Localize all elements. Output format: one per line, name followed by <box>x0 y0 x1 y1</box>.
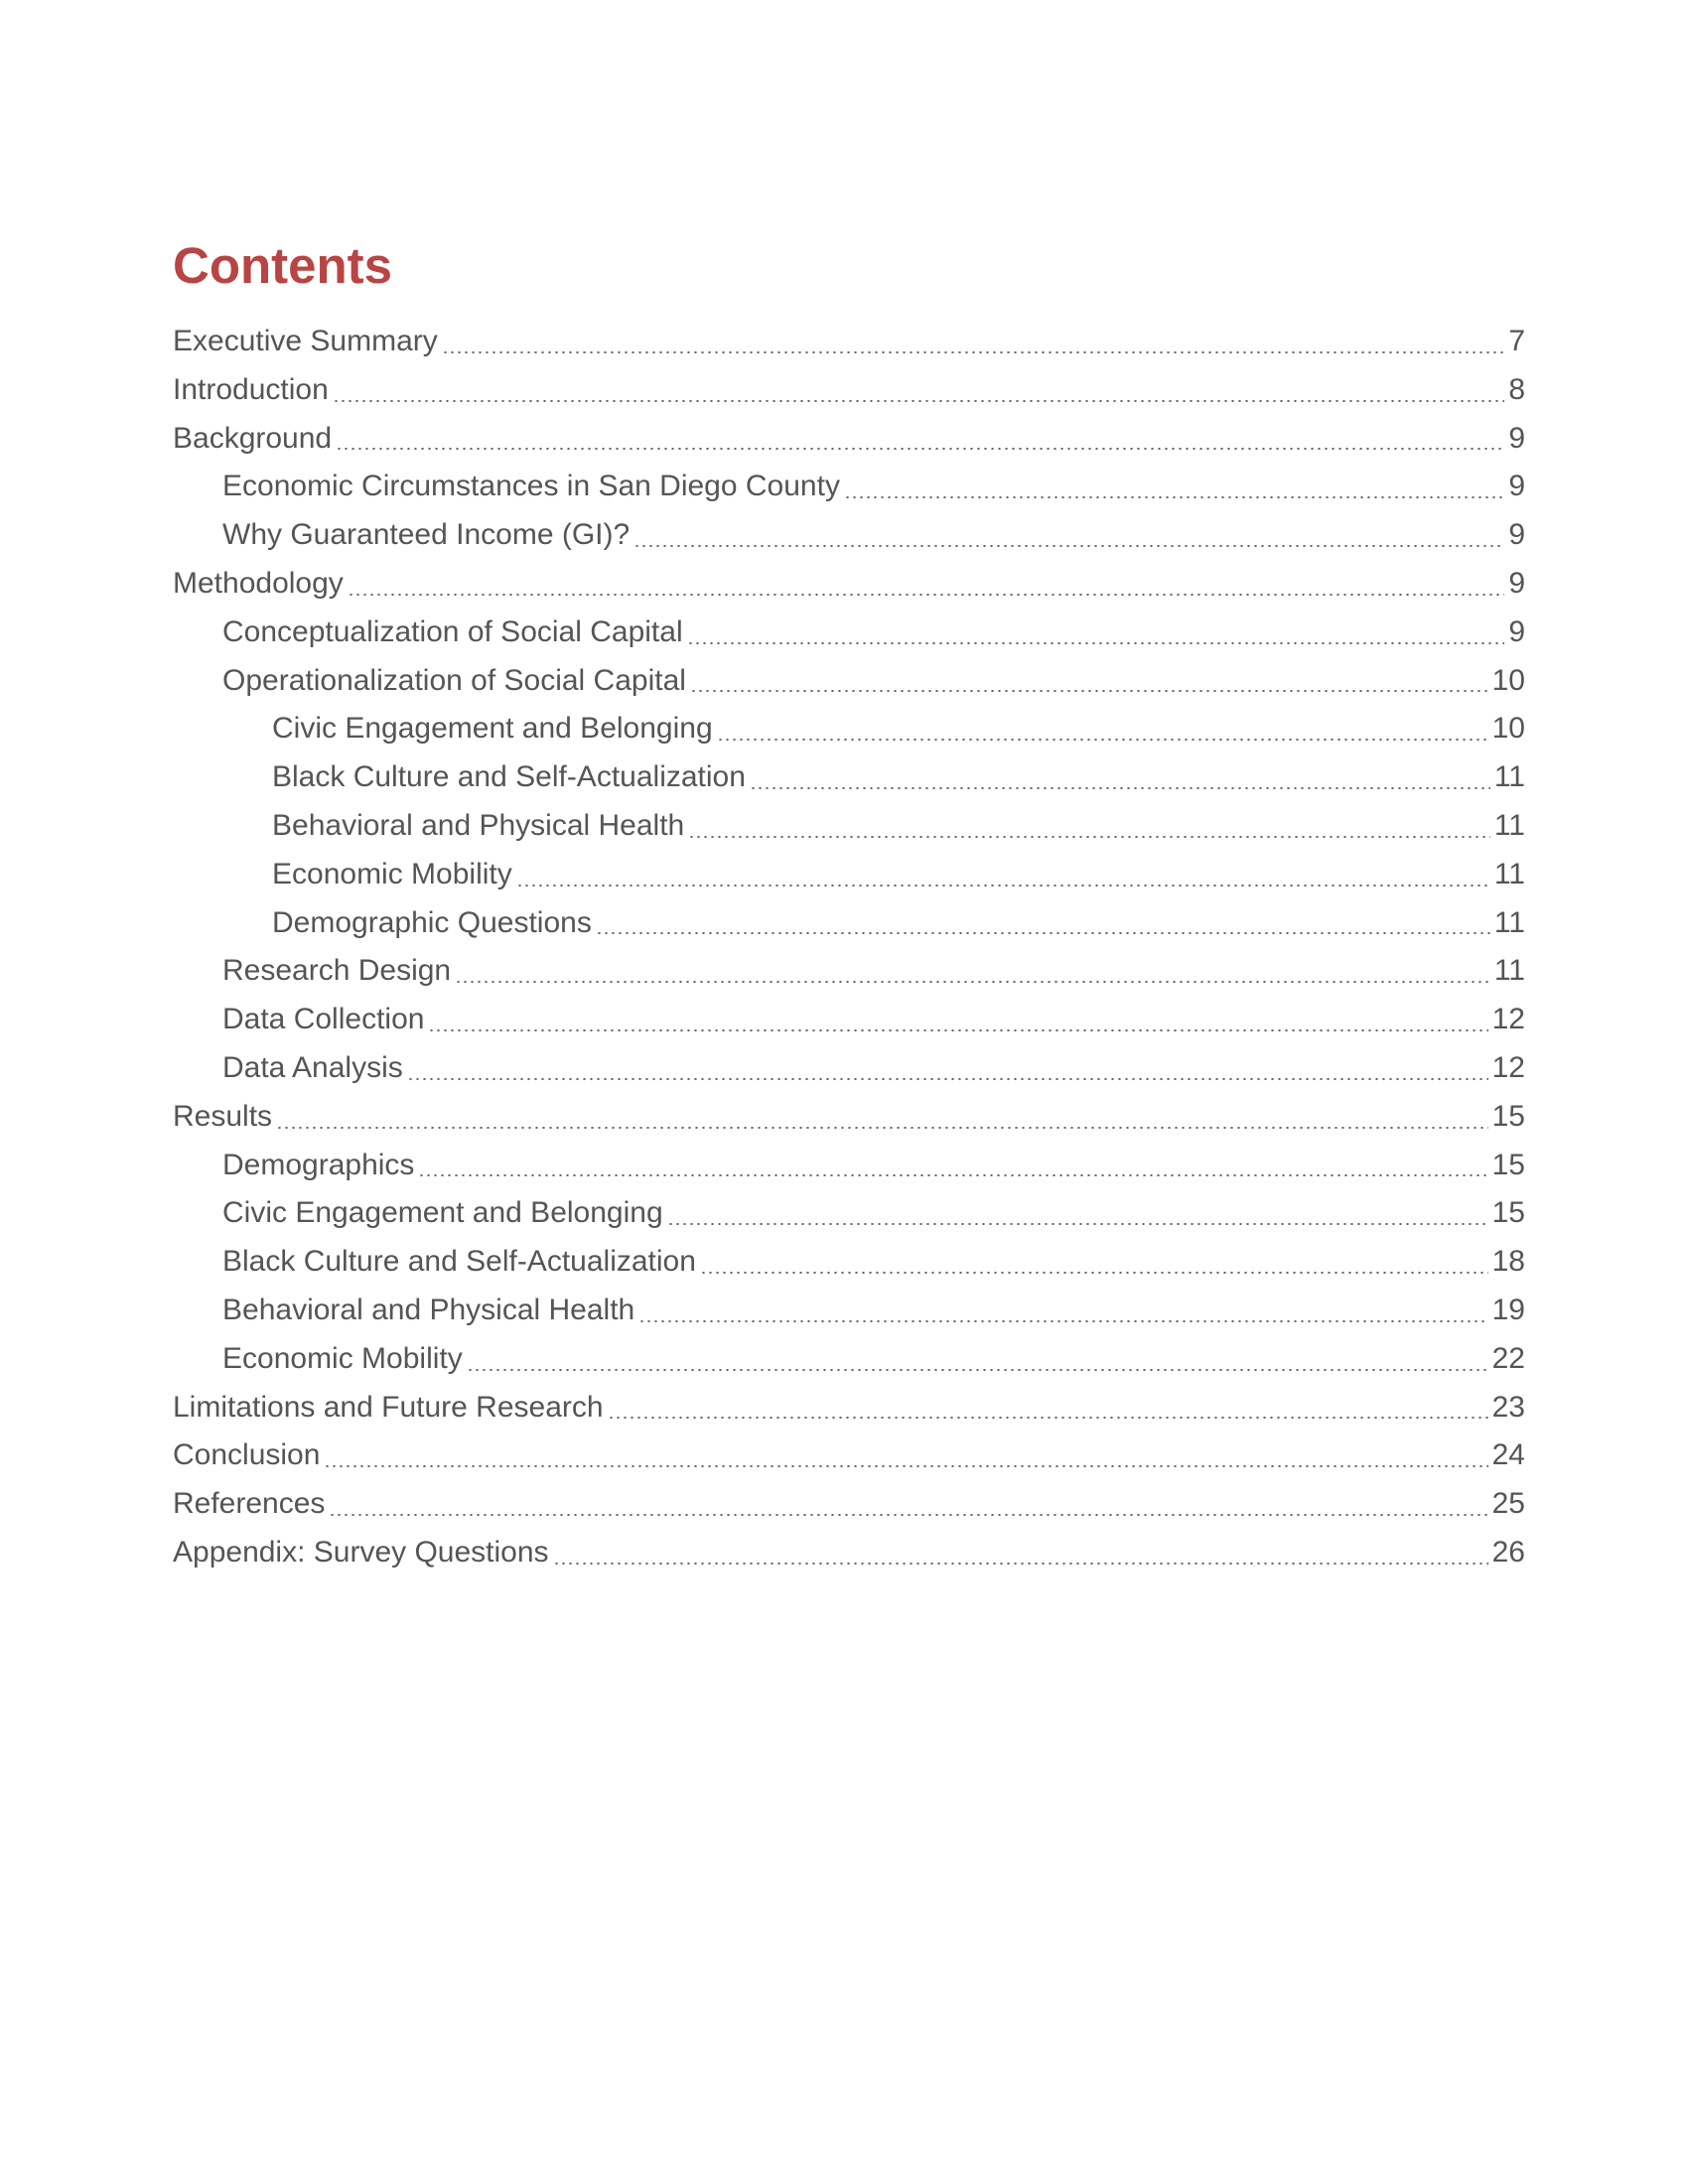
toc-entry-page-number: 24 <box>1491 1438 1525 1472</box>
toc-entry-page-number: 11 <box>1493 808 1525 842</box>
toc-entry-page-number: 9 <box>1508 421 1525 455</box>
toc-entry-page-number: 7 <box>1508 325 1525 357</box>
toc-entry-label: Operationalization of Social Capital <box>222 663 686 697</box>
dot-leader <box>608 1417 1488 1419</box>
toc-entry-label: References <box>173 1487 326 1521</box>
toc-entry-page-number: 12 <box>1491 1003 1525 1036</box>
toc-entry-label: Appendix: Survey Questions <box>173 1535 549 1569</box>
dot-leader <box>329 1514 1487 1516</box>
dot-leader <box>688 836 1490 838</box>
toc-entry-label: Executive Summary <box>173 325 438 357</box>
toc-entry[interactable] <box>173 947 1525 996</box>
toc-entry-label: Black Culture and Self-Actualization <box>272 760 746 794</box>
dot-leader <box>633 545 1504 547</box>
toc-entry-label: Data Collection <box>222 1003 425 1036</box>
toc-entry-page-number: 25 <box>1491 1487 1525 1521</box>
toc-entry[interactable] <box>173 318 1525 366</box>
toc-entry[interactable] <box>173 1432 1525 1480</box>
toc-entry-label: Civic Engagement and Belonging <box>222 1196 663 1230</box>
dot-leader <box>750 787 1490 789</box>
dot-leader <box>348 594 1505 596</box>
toc-entry[interactable] <box>173 560 1525 609</box>
toc-entry-label: Results <box>173 1099 273 1133</box>
toc-entry-label: Economic Mobility <box>272 857 512 890</box>
toc-entry-label: Behavioral and Physical Health <box>222 1293 635 1326</box>
dot-leader <box>700 1272 1488 1274</box>
toc-entry-page-number: 9 <box>1508 566 1525 600</box>
toc-entry-label: Economic Circumstances in San Diego County <box>222 470 840 503</box>
toc-entry-page-number: 9 <box>1508 518 1525 552</box>
toc-entry-label: Economic Mobility <box>222 1341 463 1375</box>
toc-entry[interactable] <box>173 366 1525 415</box>
toc-entry[interactable] <box>173 996 1525 1044</box>
toc-entry[interactable] <box>173 1529 1525 1577</box>
toc-entry-page-number: 10 <box>1491 712 1525 746</box>
dot-leader <box>276 1127 1488 1129</box>
toc-entry-label: Methodology <box>173 566 344 600</box>
dot-leader <box>407 1078 1488 1080</box>
toc-entry-page-number: 26 <box>1491 1535 1525 1569</box>
toc-entry-label: Behavioral and Physical Health <box>272 808 685 842</box>
toc-entry-page-number: 9 <box>1508 614 1525 648</box>
toc-entry-page-number: 23 <box>1491 1390 1525 1424</box>
dot-leader <box>667 1223 1488 1225</box>
dot-leader <box>844 496 1504 498</box>
toc-entry[interactable] <box>173 899 1525 948</box>
toc-entry[interactable] <box>173 1238 1525 1287</box>
dot-leader <box>596 932 1490 934</box>
toc-entry-label: Demographics <box>222 1148 415 1181</box>
toc-entry-label: Introduction <box>173 372 329 406</box>
toc-entry[interactable] <box>173 851 1525 899</box>
toc-entry-label: Demographic Questions <box>272 905 592 939</box>
table-of-contents <box>173 236 1525 1577</box>
toc-entry[interactable] <box>173 463 1525 511</box>
toc-entry-page-number: 9 <box>1508 470 1525 503</box>
toc-entry[interactable] <box>173 511 1525 560</box>
toc-entry[interactable] <box>173 1142 1525 1190</box>
toc-entry-page-number: 11 <box>1493 905 1525 939</box>
dot-leader <box>428 1029 1487 1031</box>
toc-entry-page-number: 15 <box>1491 1196 1525 1230</box>
dot-leader <box>418 1174 1487 1176</box>
dot-leader <box>455 981 1490 983</box>
toc-entry-label: Conclusion <box>173 1438 321 1472</box>
toc-entry-page-number: 15 <box>1491 1148 1525 1181</box>
toc-entry-page-number: 11 <box>1493 857 1525 890</box>
toc-entry[interactable] <box>173 1287 1525 1335</box>
toc-entry[interactable] <box>173 609 1525 657</box>
dot-leader <box>638 1320 1487 1322</box>
dot-leader <box>687 642 1505 644</box>
page-title: Contents <box>173 237 392 294</box>
dot-leader <box>690 690 1488 692</box>
dot-leader <box>336 448 1504 450</box>
toc-entry-page-number: 11 <box>1493 760 1525 794</box>
dot-leader <box>516 885 1490 887</box>
toc-entry[interactable] <box>173 705 1525 753</box>
toc-entry-label: Civic Engagement and Belonging <box>272 712 713 746</box>
toc-entry-page-number: 18 <box>1491 1245 1525 1279</box>
toc-entry[interactable] <box>173 1335 1525 1384</box>
toc-entry-label: Why Guaranteed Income (GI)? <box>222 518 631 552</box>
dot-leader <box>553 1563 1488 1565</box>
toc-entry-page-number: 22 <box>1491 1341 1525 1375</box>
toc-entry-page-number: 12 <box>1491 1050 1525 1084</box>
toc-entry-label: Background <box>173 421 333 455</box>
toc-entry[interactable] <box>173 1044 1525 1093</box>
toc-entry[interactable] <box>173 802 1525 851</box>
toc-entry-label: Data Analysis <box>222 1050 403 1084</box>
toc-entry-page-number: 19 <box>1491 1293 1525 1326</box>
toc-entry-label: Limitations and Future Research <box>173 1390 604 1424</box>
dot-leader <box>333 400 1505 402</box>
toc-entry[interactable] <box>173 657 1525 706</box>
dot-leader <box>717 739 1488 741</box>
dot-leader <box>467 1369 1488 1371</box>
toc-entry-page-number: 10 <box>1491 663 1525 697</box>
toc-list <box>173 318 1525 1577</box>
dot-leader <box>324 1465 1487 1467</box>
toc-entry[interactable] <box>173 1093 1525 1142</box>
toc-entry-label: Conceptualization of Social Capital <box>222 614 683 648</box>
dot-leader <box>442 351 1505 353</box>
toc-entry-page-number: 8 <box>1508 372 1525 406</box>
toc-entry[interactable] <box>173 1480 1525 1529</box>
toc-entry[interactable] <box>173 1189 1525 1238</box>
toc-entry-page-number: 11 <box>1493 954 1525 988</box>
toc-entry[interactable] <box>173 1384 1525 1433</box>
toc-entry[interactable] <box>173 753 1525 802</box>
toc-entry-label: Black Culture and Self-Actualization <box>222 1245 696 1279</box>
toc-entry-label: Research Design <box>222 954 452 988</box>
toc-entry-page-number: 15 <box>1491 1099 1525 1133</box>
toc-entry[interactable] <box>173 415 1525 464</box>
